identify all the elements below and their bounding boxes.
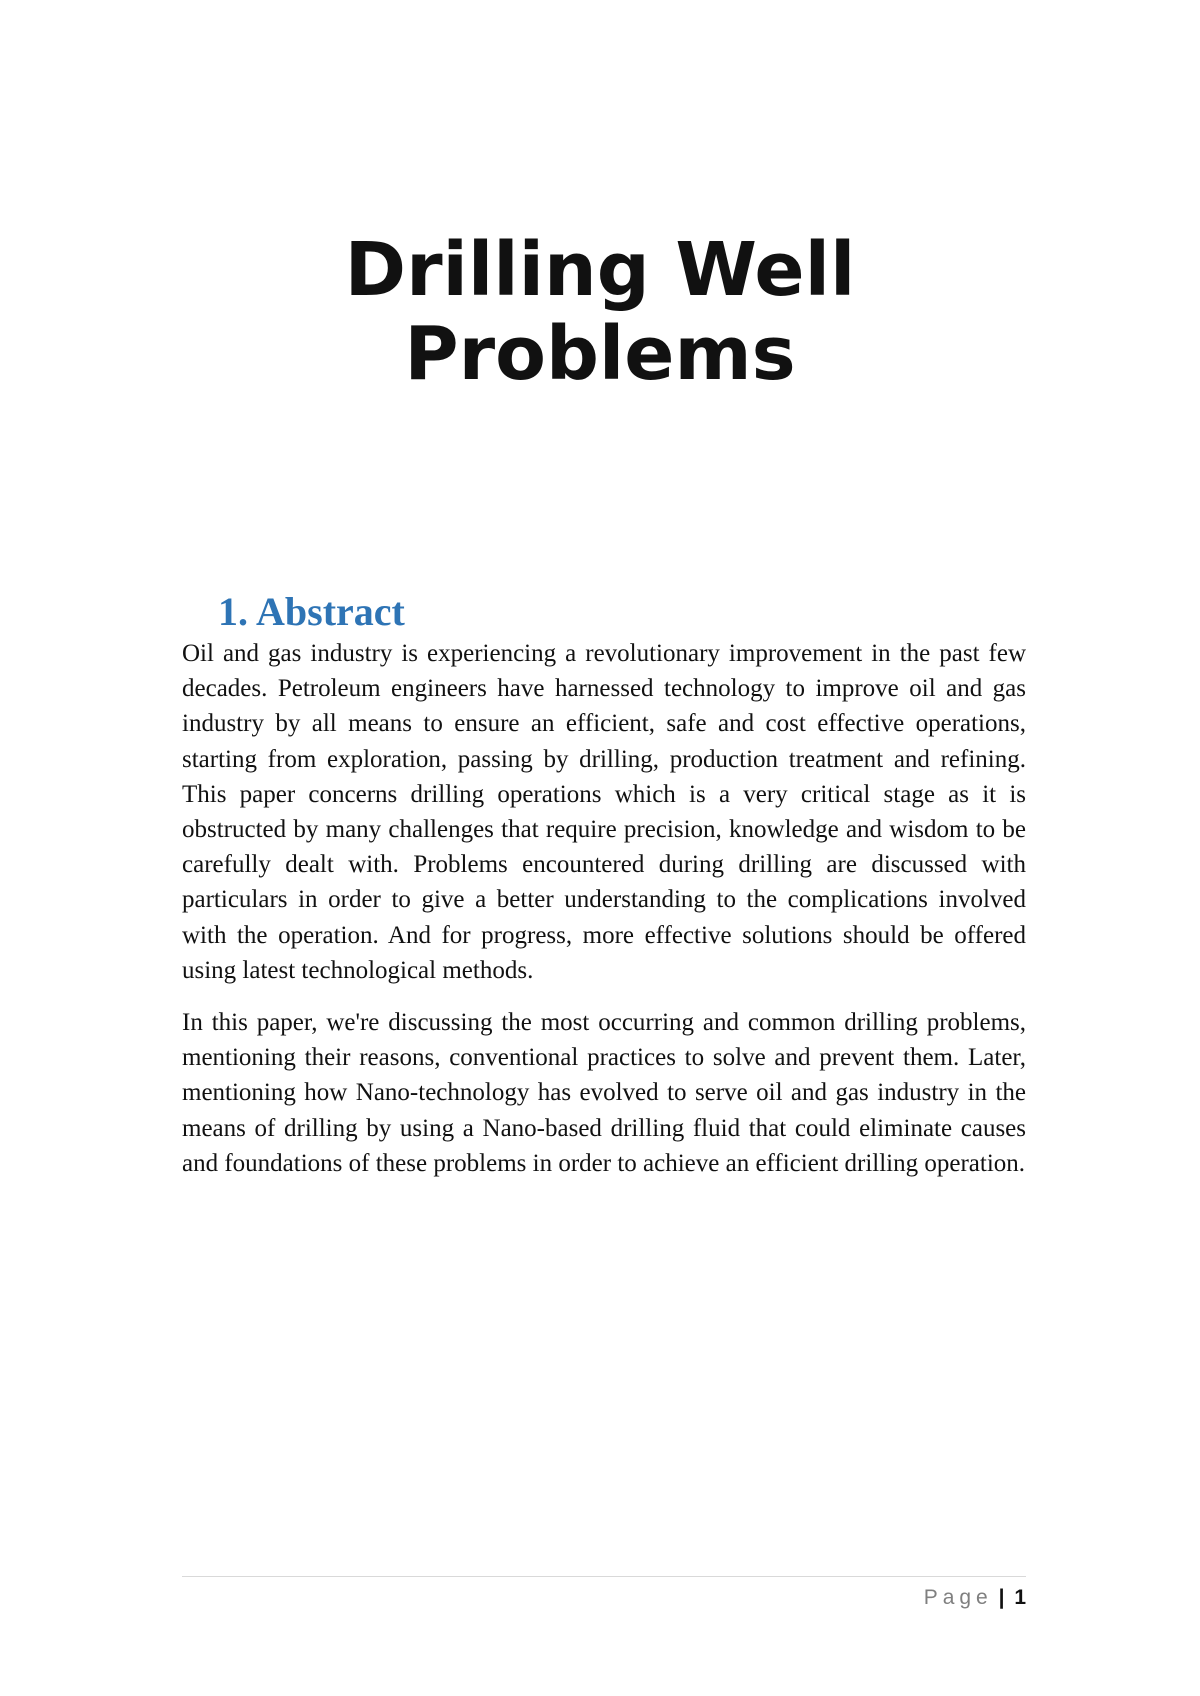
abstract-paragraph-2: In this paper, we're discussing the most occurring and common drilling problems, mentioning their reasons, conventional practices to solve and prevent them. Later, mentioning how Nano-technology has evolved to serve oil and gas industry in the means of drilling by using a Nano-based drilling fluid that could eliminate causes and foundations of these problems in order to achieve an efficient drilling operation. — [182, 1009, 1026, 1177]
page-separator: | — [998, 1586, 1005, 1609]
section-title: Abstract — [256, 589, 405, 634]
page-label: Page — [923, 1586, 993, 1609]
title-line-2: Problems — [404, 311, 796, 397]
title-line-1: Drilling Well — [344, 227, 856, 313]
page-footer — [924, 1584, 1026, 1612]
footer-divider — [182, 1576, 1026, 1577]
section-heading-abstract — [218, 588, 405, 636]
page-number: 1 — [1014, 1586, 1026, 1609]
section-number: 1. — [218, 589, 248, 634]
document-title — [0, 228, 1200, 396]
abstract-body — [182, 636, 1026, 1198]
abstract-paragraph-1: Oil and gas industry is experiencing a revolutionary improvement in the past few decades. Petroleum engineers have harnessed technology to improve oil and gas industry by all means to ensure an efficient, safe and cost effective operations, starting from exploration, passing by drilling, production treatment and refining. This paper concerns drilling operations which is a very critical stage as it is obstructed by many challenges that require precision, knowledge and wisdom to be carefully dealt with. Problems encountered during drilling are discussed with particulars in order to give a better understanding to the complications involved with the operation. And for progress, more effective solutions should be offered using latest technological methods. — [182, 640, 1026, 984]
